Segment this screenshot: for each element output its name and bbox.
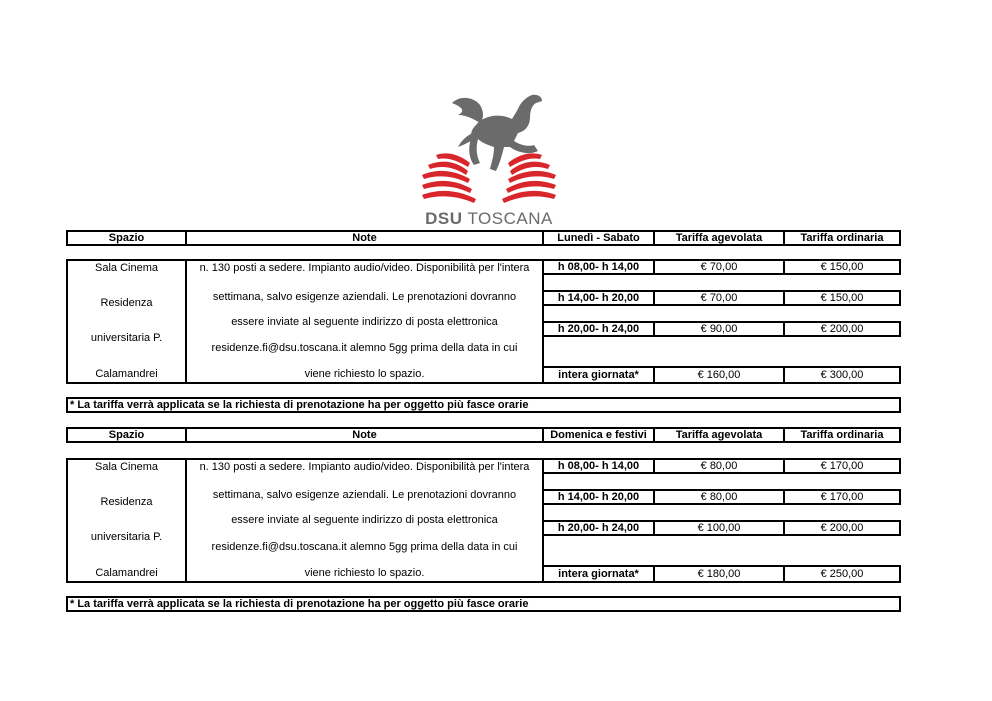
note-line: viene richiesto lo spazio. [304, 368, 425, 380]
venue-line: Calamandrei [95, 368, 158, 380]
ordinaria-cell: € 200,00 [783, 321, 901, 337]
note-line: viene richiesto lo spazio. [304, 567, 425, 579]
header-weekday: Lunedì - Sabato [542, 230, 655, 246]
slot-cell: h 14,00- h 20,00 [542, 489, 655, 505]
footnote: * La tariffa verrà applicata se la richiesta di prenotazione ha per oggetto più fasce orarie [66, 397, 901, 413]
agevolata-cell: € 90,00 [653, 321, 785, 337]
header-spazio: Spazio [66, 427, 187, 443]
ordinaria-cell: € 300,00 [783, 366, 901, 384]
note-line: residenze.fi@dsu.toscana.it alemno 5gg prima della data in cui [211, 541, 518, 553]
footnote: * La tariffa verrà applicata se la richiesta di prenotazione ha per oggetto più fasce orarie [66, 596, 901, 612]
agevolata-cell: € 80,00 [653, 458, 785, 474]
ordinaria-cell: € 170,00 [783, 458, 901, 474]
note-line: essere inviate al seguente indirizzo di posta elettronica [231, 514, 498, 526]
ordinaria-cell: € 200,00 [783, 520, 901, 536]
venue-line: Residenza [100, 496, 153, 508]
ordinaria-cell: € 150,00 [783, 290, 901, 306]
ordinaria-cell: € 250,00 [783, 565, 901, 583]
dsu-toscana-logo [418, 85, 560, 230]
agevolata-cell: € 70,00 [653, 290, 785, 306]
header-holiday: Domenica e festivi [542, 427, 655, 443]
venue-line: Calamandrei [95, 567, 158, 579]
header-agevolata: Tariffa agevolata [653, 230, 785, 246]
header-ordinaria: Tariffa ordinaria [783, 230, 901, 246]
venue-line: universitaria P. [90, 332, 163, 344]
note-line: settimana, salvo esigenze aziendali. Le prenotazioni dovranno [212, 291, 517, 303]
header-agevolata: Tariffa agevolata [653, 427, 785, 443]
header-spazio: Spazio [66, 230, 187, 246]
header-ordinaria: Tariffa ordinaria [783, 427, 901, 443]
slot-cell: intera giornata* [542, 565, 655, 583]
note-line: essere inviate al seguente indirizzo di posta elettronica [231, 316, 498, 328]
note-line: residenze.fi@dsu.toscana.it alemno 5gg prima della data in cui [211, 342, 518, 354]
slot-cell: h 20,00- h 24,00 [542, 321, 655, 337]
venue-cell [66, 458, 187, 583]
ordinaria-cell: € 170,00 [783, 489, 901, 505]
agevolata-cell: € 70,00 [653, 259, 785, 275]
venue-cell [66, 259, 187, 384]
ordinaria-cell: € 150,00 [783, 259, 901, 275]
slot-cell: h 20,00- h 24,00 [542, 520, 655, 536]
pegasus-book-icon [418, 85, 560, 209]
header-note: Note [185, 427, 544, 443]
slot-cell: h 08,00- h 14,00 [542, 259, 655, 275]
slot-cell: h 14,00- h 20,00 [542, 290, 655, 306]
header-note: Note [185, 230, 544, 246]
note-line: n. 130 posti a sedere. Impianto audio/video. Disponibilità per l'intera [199, 262, 530, 274]
agevolata-cell: € 80,00 [653, 489, 785, 505]
agevolata-cell: € 180,00 [653, 565, 785, 583]
agevolata-cell: € 160,00 [653, 366, 785, 384]
venue-line: Residenza [100, 297, 153, 309]
slot-cell: h 08,00- h 14,00 [542, 458, 655, 474]
venue-line: universitaria P. [90, 531, 163, 543]
note-line: settimana, salvo esigenze aziendali. Le prenotazioni dovranno [212, 489, 517, 501]
note-line: n. 130 posti a sedere. Impianto audio/video. Disponibilità per l'intera [199, 461, 530, 473]
slot-cell: intera giornata* [542, 366, 655, 384]
venue-line: Sala Cinema [95, 461, 158, 473]
agevolata-cell: € 100,00 [653, 520, 785, 536]
venue-line: Sala Cinema [95, 262, 158, 274]
logo-wordmark: DSU TOSCANA [425, 209, 553, 228]
